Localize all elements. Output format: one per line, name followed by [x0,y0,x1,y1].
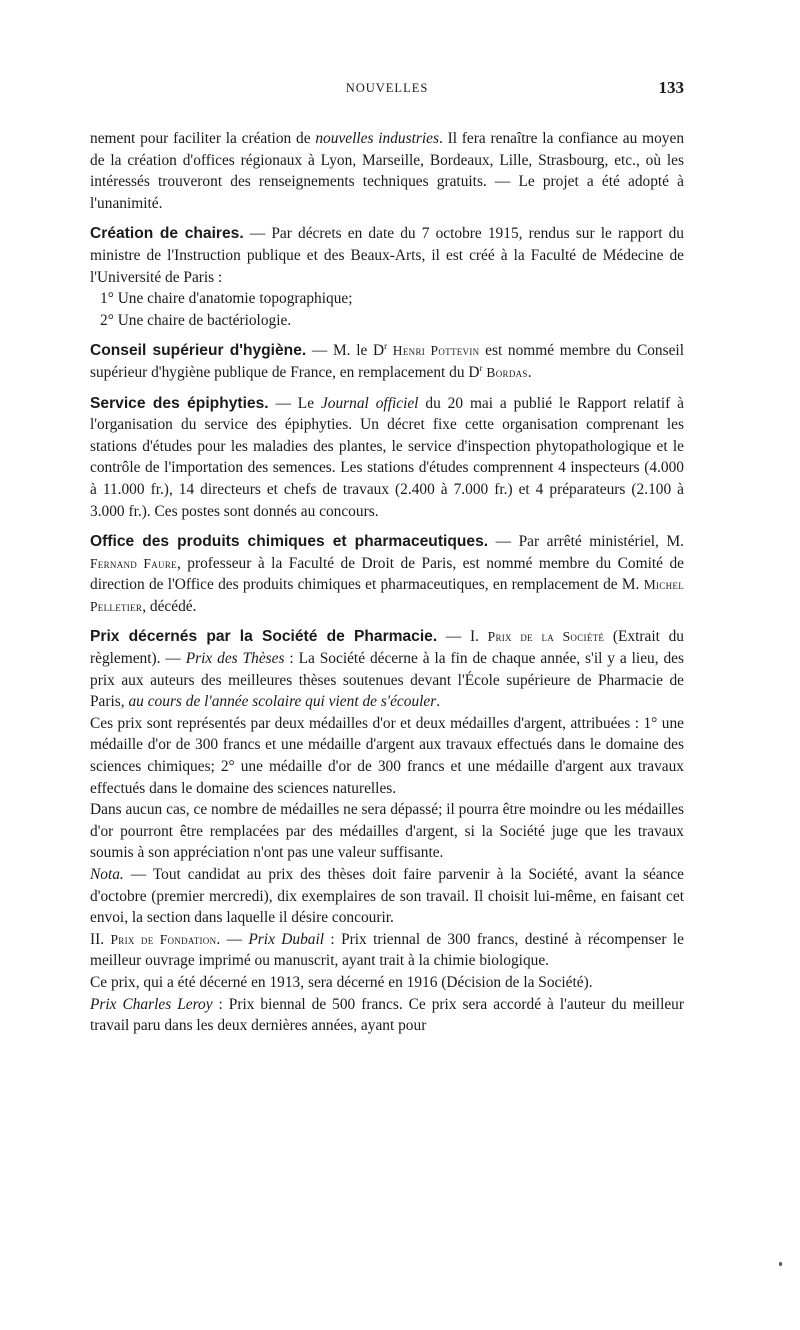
paragraph-continuation: nement pour faciliter la création de nouvelles industries. Il fera renaître la confiance au moyen de la création d'offices régionaux à Lyon, Marseille, Bordeaux, Lille, Strasbourg, etc., où les intéressés trouveront des renseignements techniques gratuits. — Le projet a été adopté à l'unanimité. [90,130,685,212]
section-prix-societe: Prix décernés par la Société de Pharmacie. — I. Prix de la Société (Extrait du règlement). — Prix des Thèses : La Société décerne à la fin de chaque année, s'il y a lieu, des prix aux auteurs des meilleures thèses soutenues devant l'École supérieure de Pharmacie de Paris, au cours de l'année scolaire qui vient de s'écouler. [90,628,685,711]
paragraph-prix-leroy: Prix Charles Leroy : Prix biennal de 500 francs. Ce prix sera accordé à l'auteur du meilleur travail paru dans les deux dernières années, ayant pour [90,995,684,1035]
person-name: Fernand Faure [90,555,177,571]
section-office-produits: Office des produits chimiques et pharmaceutiques. — Par arrêté ministériel, M. Fernand Faure, professeur à la Faculté de Droit de Paris, est nommé membre du Comité de direction de l'Office des produits chimiques et pharmaceutiques, en remplacement de M. Michel Pelletier, décédé. [90,533,684,615]
paragraph: Ce prix, qui a été décerné en 1913, sera décerné en 1916 (Décision de la Société). [90,973,593,991]
section-conseil-hygiene: Conseil supérieur d'hygiène. — M. le $D^r$ Henri Pottevin est nommé membre du Conseil supérieur d'hygiène publique de France, en remplacement du $D^r$ Bordas. [90,341,684,381]
section-heading: Service des épiphyties. [90,394,269,412]
section-creation-chaires: Création de chaires. — Par décrets en date du 7 octobre 1915, rendus sur le rapport du ministre de l'Instruction publique et des Beaux-Arts, il est créé à la Faculté de Médecine de l'Université de Paris : [90,225,685,286]
section-heading: Création de chaires. [90,225,244,243]
section-heading: Office des produits chimiques et pharmaceutiques. [90,533,489,551]
paragraph: Dans aucun cas, ce nombre de médailles ne sera dépassé; il pourra être moindre ou les médailles d'or pourront être remplacées par des médailles d'argent, si la Société juge que les travaux soumis à son appréciation n'ont pas une valeur suffisante. [90,801,684,862]
list-item: 1° Une chaire d'anatomie topographique; [100,290,353,308]
list-item: 2° Une chaire de bactériologie. [100,311,292,329]
person-name: Henri Pottevin [392,343,480,359]
running-title: NOUVELLES [345,81,429,95]
paragraph: Ces prix sont représentés par deux médailles d'or et deux médailles d'argent, attribuées : 1° une médaille d'or de 300 francs et une médaille d'argent aux travaux effectués dans le domaine des sciences chimiques; 2° une médaille d'or de 300 francs et une médaille d'argent aux travaux effectués dans le domaine des sciences naturelles. [90,714,684,797]
section-heading: Conseil supérieur d'hygiène. [90,342,307,360]
person-name: Michel Pelletier [90,577,684,614]
scan-speck [779,1262,782,1266]
paragraph-nota: Nota. — Tout candidat au prix des thèses doit faire parvenir à la Société, avant la séance d'octobre (premier mercredi), dix exemplaires de son travail. Il choisit lui-même, en faisant cet envoi, la section dans laquelle il désire concourir. [90,866,684,927]
person-name: Bordas [486,364,528,380]
section-service-epiphyties: Service des épiphyties. — Le Journal officiel du 20 mai a publié le Rapport relatif à l'organisation du service des épiphyties. Un décret fixe cette organisation comprenant les stations d'études pour les maladies des plantes, le service d'inspection phytopathologique et le contrôle de l'importation des semences. Les stations d'études comprennent 4 inspecteurs (4.000 à 11.000 fr.), 14 directeurs et chefs de travaux (2.400 à 7.000 fr.) et 4 préparateurs (2.100 à 3.000 fr.). Ces postes sont donnés au concours. [90,394,685,520]
page-header [90,78,684,104]
section-heading: Prix décernés par la Société de Pharmacie. [90,628,438,646]
paragraph-prix-fondation: II. Prix de Fondation. — Prix Dubail : Prix triennal de 300 francs, destiné à récompenser le meilleur ouvrage imprimé ou manuscrit, ayant trait à la chimie biologique. [90,930,684,970]
page-number: 133 [658,78,684,97]
article-body [90,128,684,1037]
